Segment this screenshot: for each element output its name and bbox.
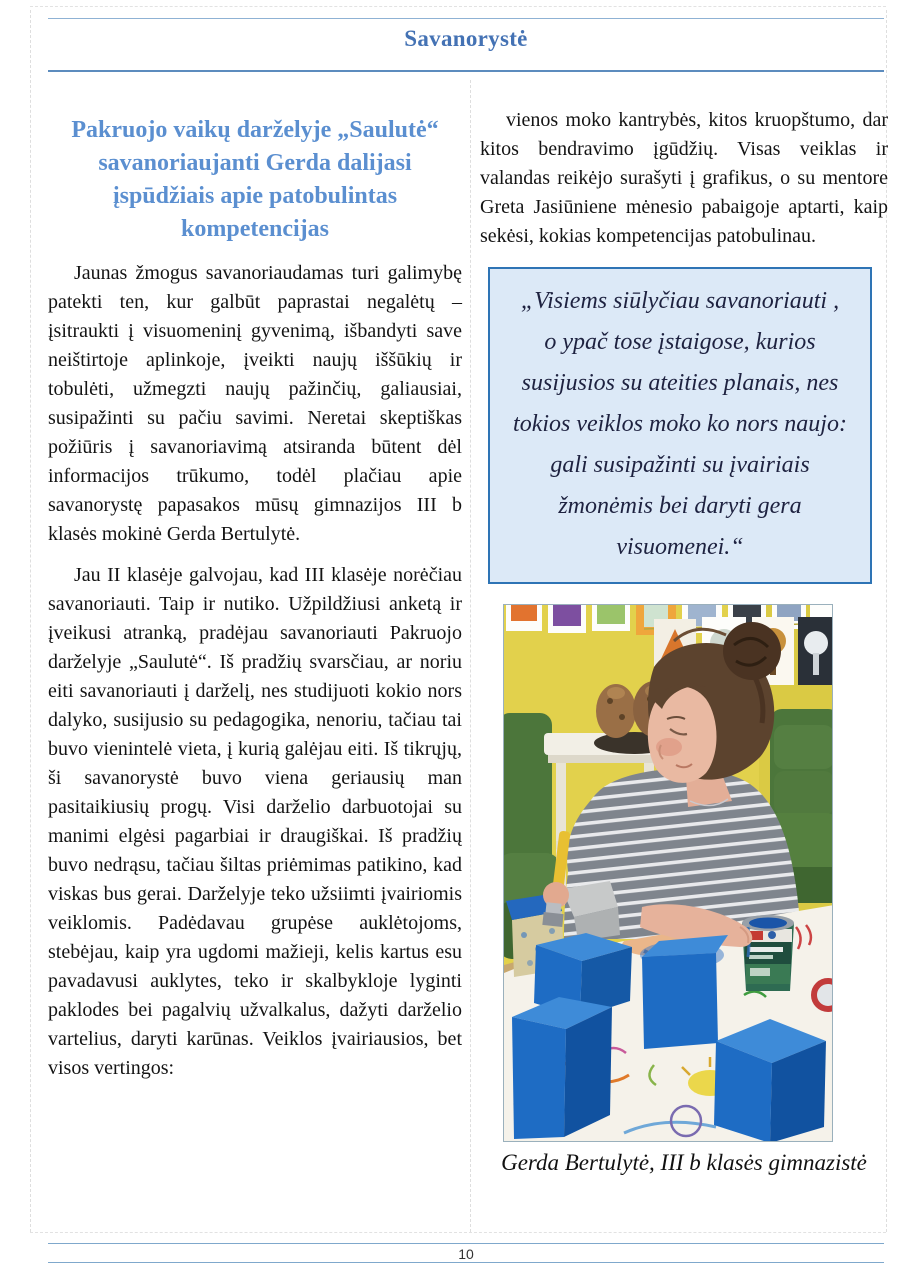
page-header-title: Savanorystė [404, 26, 528, 51]
photo-caption: Gerda Bertulytė, III b klasės gimnazistė [501, 1150, 867, 1175]
pull-quote-text: „Visiems siūlyčiau savanoriauti , o ypač tose įstaigose, kurios susijusios su ateities planais, nes tokios veiklos moko ko nors naujo: gali susipažinti su įvairiais žmonėmis bei daryti gera visuomenei.“ [513, 288, 847, 560]
article-title: Pakruojo vaikų darželyje „Saulutė“ savanoriaujanti Gerda dalijasi įspūdžiais apie patobulintas kompetencijas [71, 117, 439, 242]
right-column [480, 106, 888, 1176]
photo-illustration [504, 605, 833, 1142]
left-margin-guide [30, 10, 31, 1232]
photo [503, 604, 833, 1142]
footer-rule-top [48, 1243, 884, 1244]
paint-can [742, 915, 794, 991]
header-rule-bottom [48, 70, 884, 72]
article-paragraph: Jaunas žmogus savanoriaudamas turi galimybę patekti ten, kur galbūt paprastai negalėtų – įsitraukti į visuomeninį gyvenimą, išbandyti save neištirtoje aplinkoje, įveikti naujų iššūkių ir tobulėti, užmegzti naujų pažinčių, galiausiai, susipažinti su pačiu savimi. Neretai skeptiškas požiūris į savanoriavimą atsiranda būtent dėl informacijos trūkumo, todėl plačiau apie savanorystę papasakos mūsų gimnazijos III b klasės mokinė Gerda Bertulytė. [48, 262, 462, 545]
article-paragraph: vienos moko kantrybės, kitos kruopštumo, dar kitos bendravimo įgūdžių. Visas veiklas ir valandas reikėjo surašyti į grafikus, o su mentore Greta Jasiūniene mėnesio pabaigoje aptarti, kaip sekėsi, kokias kompetencijas patobulinau. [480, 109, 888, 247]
footer-rule-bottom [48, 1262, 884, 1263]
bottom-margin-guide [30, 1232, 886, 1233]
column-divider-guide [470, 80, 471, 1232]
top-margin-guide [30, 6, 886, 7]
header-rule-top [48, 18, 884, 19]
pull-quote-box [488, 267, 872, 584]
article-figure [501, 604, 867, 1176]
page-number: 10 [458, 1246, 474, 1262]
left-column [48, 106, 462, 1095]
article-paragraph: Jau II klasėje galvojau, kad III klasėje norėčiau savanoriauti. Taip ir nutiko. Užpildžiusi anketą ir įveikusi atranką, pradėjau savanoriauti Pakruojo darželyje „Saulutė“. Iš pradžių svarsčiau, ar noriu eiti savanoriauti į darželį, nes studijuoti kokio nors dalyko, susijusio su pedagogika, nenoriu, tačiau tai buvo vienintelė vieta, į kurią galėjau eiti. Iš tikrųjų, ši savanorystė buvo viena geriausių man pasitaikiusių progų. Visi darželio darbuotojai su manimi elgėsi pagarbiai ir draugiškai. Iš pradžių buvo nedrąsu, tačiau šiltas priėmimas patikino, kad viskas bus gerai. Darželyje teko užsiimti įvairiomis veiklomis. Padėdavau grupėse auklėtojoms, stebėjau, kaip yra ugdomi mažieji, kelis kartus esu pavadavusi auklytes, teko ir skalbykloje lyginti paklodes bei pagalvių užvalkalus, dažyti darželio vartelius, daryti karūnas. Veiklos įvairiausios, bet visos vertingos: [48, 564, 462, 1079]
